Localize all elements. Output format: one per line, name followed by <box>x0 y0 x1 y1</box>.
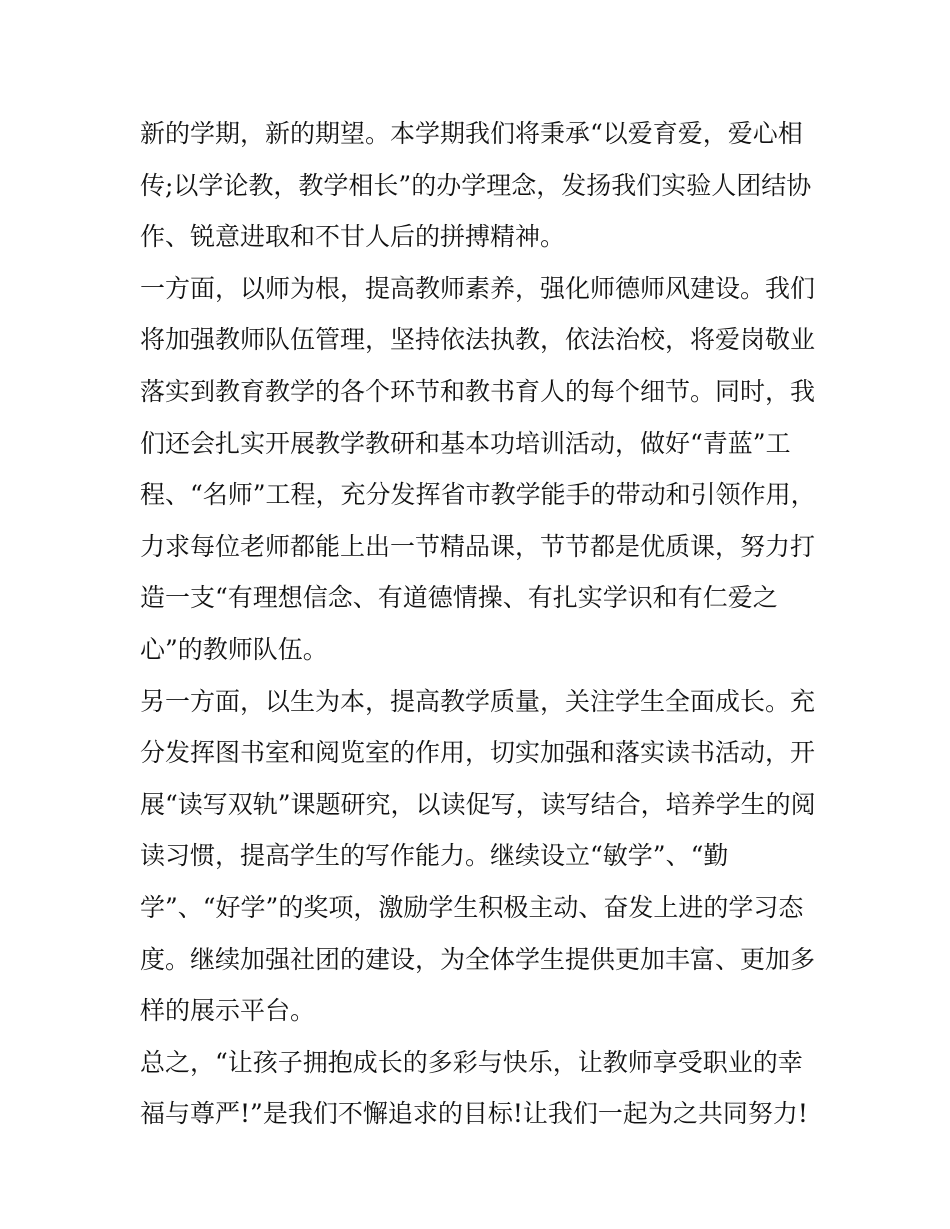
paragraph-3-line-4: 读习惯，提高学生的写作能力。继续设立“敏学”、“勤 <box>140 841 729 871</box>
paragraph-3-line-3: 展“读写双轨”课题研究，以读促写，读写结合，培养学生的阅 <box>140 789 816 819</box>
paragraph-2-line-7: 造一支“有理想信念、有道德情操、有扎实学识和有仁爱之 <box>140 583 778 613</box>
paragraph-3-line-6: 度。继续加强社团的建设，为全体学生提供更加丰富、更加多 <box>140 944 816 974</box>
paragraph-2-line-1: 一方面，以师为根，提高教师素养，强化师德师风建设。我们 <box>140 273 816 303</box>
paragraph-3-line-2: 分发挥图书室和阅览室的作用，切实加强和落实读书活动，开 <box>140 738 816 768</box>
paragraph-2-line-8: 心”的教师队伍。 <box>140 634 328 664</box>
paragraph-2-line-6: 力求每位老师都能上出一节精品课，节节都是优质课，努力打 <box>140 531 816 561</box>
paragraph-4-line-1: 总之，“让孩子拥抱成长的多彩与快乐，让教师享受职业的幸 <box>140 1047 803 1077</box>
paragraph-2-line-3: 落实到教育教学的各个环节和教书育人的每个细节。同时，我 <box>140 376 816 406</box>
paragraph-1-line-2: 传;以学论教，教学相长”的办学理念，发扬我们实验人团结协 <box>140 170 812 200</box>
paragraph-2-line-5: 程、“名师”工程，充分发挥省市教学能手的带动和引领作用， <box>140 480 816 510</box>
paragraph-3-line-7: 样的展示平台。 <box>140 996 316 1026</box>
document-body <box>140 108 820 1140</box>
paragraph-3-line-5: 学”、“好学”的奖项，激励学生积极主动、奋发上进的学习态 <box>140 892 804 922</box>
paragraph-2-line-2: 将加强教师队伍管理，坚持依法执教，依法治校，将爱岗敬业 <box>140 325 816 355</box>
paragraph-3-line-1: 另一方面，以生为本，提高教学质量，关注学生全面成长。充 <box>140 686 816 716</box>
paragraph-4-line-2: 福与尊严!”是我们不懈追求的目标!让我们一起为之共同努力! <box>140 1099 808 1129</box>
paragraph-2-line-4: 们还会扎实开展教学教研和基本功培训活动，做好“青蓝”工 <box>140 428 791 458</box>
paragraph-1-line-3: 作、锐意进取和不甘人后的拼搏精神。 <box>140 222 566 252</box>
paragraph-1-line-1: 新的学期，新的期望。本学期我们将秉承“以爱育爱，爱心相 <box>140 119 803 148</box>
